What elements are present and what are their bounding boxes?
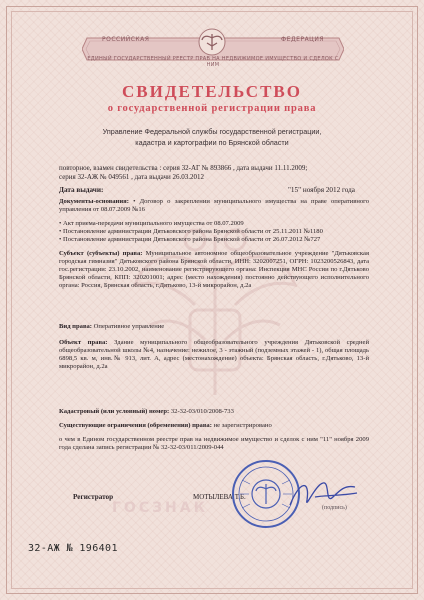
band-subtext: ЕДИНЫЙ ГОСУДАРСТВЕННЫЙ РЕЕСТР ПРАВ НА НЕДВИЖИМОЕ ИМУЩЕСТВО И СДЕЛОК С НИМ [87, 56, 339, 68]
basis-item: • Акт приема-передачи муниципального имущества от 08.07.2009 [59, 220, 244, 227]
subject-text: Муниципальное автономное общеобразовательное учреждение "Дятьковская городская гимназия" Дятьковского района Брянской области, ИНН: 3202007251, ОГРН: 1023200526843, дата гос.регистрации: 23.10.2002, наименование регистрирующего органа: Инспекция МНС России по г.Дятьково Брянской области, КПП: 320201001; адрес (место нахождения) постоянно действующего исполнительного органа: Россия, Брянская область, г.Дятьково, 13-й микрорайон, д.2а [59, 250, 369, 290]
basis-label: Документы-основания: [59, 198, 129, 205]
serial-number: 32-АЖ № 196401 [28, 543, 118, 554]
basis-item: • Постановление администрации Дятьковского района Брянской области от 26.07.2012 №727 [59, 236, 321, 243]
object-label: Объект права: [59, 339, 108, 346]
document-title: СВИДЕТЕЛЬСТВО [122, 82, 302, 101]
cadastral-number [59, 408, 369, 416]
reissue-line-2: серия 32-АЖ № 049561 , дата выдачи 26.03.2012 [59, 173, 205, 181]
basis-documents [59, 198, 369, 214]
cadastre-text: 32-32-03/010/2008-733 [169, 408, 234, 415]
band-text-left: РОССИЙСКАЯ [102, 36, 150, 43]
issuer-line-2: кадастра и картографии по Брянской области [135, 138, 289, 147]
watermark-text: ГОСЗНАК [112, 500, 209, 516]
registry-note: о чем в Едином государственном реестре прав на недвижимое имущество и сделок с ним "11" ноября 2009 года сделана запись регистрации № 32-32-03/011/2009-044 [59, 436, 369, 452]
rights-object [59, 339, 369, 371]
cadastre-label: Кадастровый (или условный) номер: [59, 408, 170, 415]
registrar-label: Регистратор [73, 493, 114, 501]
issuer-line-1: Управление Федеральной службы государственной регистрации, [102, 127, 322, 136]
registrar-name: МОТЫЛЕВА Т.Б. [193, 493, 246, 501]
right-type [59, 323, 369, 331]
right-text: Оперативное управление [92, 323, 165, 330]
issue-date-value: "15" ноября 2012 года [288, 186, 355, 194]
document-subtitle: о государственной регистрации права [107, 103, 317, 114]
restrictions [59, 422, 369, 430]
basis-item: • Постановление администрации Дятьковского района Брянской области от 25.11.2011 №1180 [59, 228, 323, 235]
right-label: Вид права: [59, 323, 92, 330]
restrictions-text: не зарегистрировано [211, 422, 272, 429]
basis-text: • Договор о закреплении муниципального имущества на праве оперативного управления от 08.07.2009 №16 [59, 198, 369, 214]
restrictions-label: Существующие ограничения (обременения) права: [59, 422, 212, 429]
band-text-right: ФЕДЕРАЦИЯ [281, 36, 324, 43]
object-text: Здание муниципального общеобразовательного учреждения Дятьковской средней общеобразовательной школы №4, назначение: нежилое, 3 - этажный (подземных этажей - 1), общая площадь 6898,5 кв. м, инв.№ 913, лит. А, адрес (местонахождение) объекта: Брянская область, г.Дятьково, 13-й микрорайон, д.2а [59, 339, 369, 371]
issue-date-label: Дата выдачи: [59, 186, 104, 194]
signature-note: (подпись) [322, 505, 347, 511]
reissue-line-1: повторное, взамен свидетельства : серия 32-АГ № 893866 , дата выдачи 11.11.2009; [59, 164, 308, 172]
subject-label: Субъект (субъекты) права: [59, 250, 143, 257]
rights-subject [59, 250, 369, 290]
coat-of-arms-watermark [120, 215, 310, 415]
double-headed-eagle-icon [197, 27, 227, 57]
